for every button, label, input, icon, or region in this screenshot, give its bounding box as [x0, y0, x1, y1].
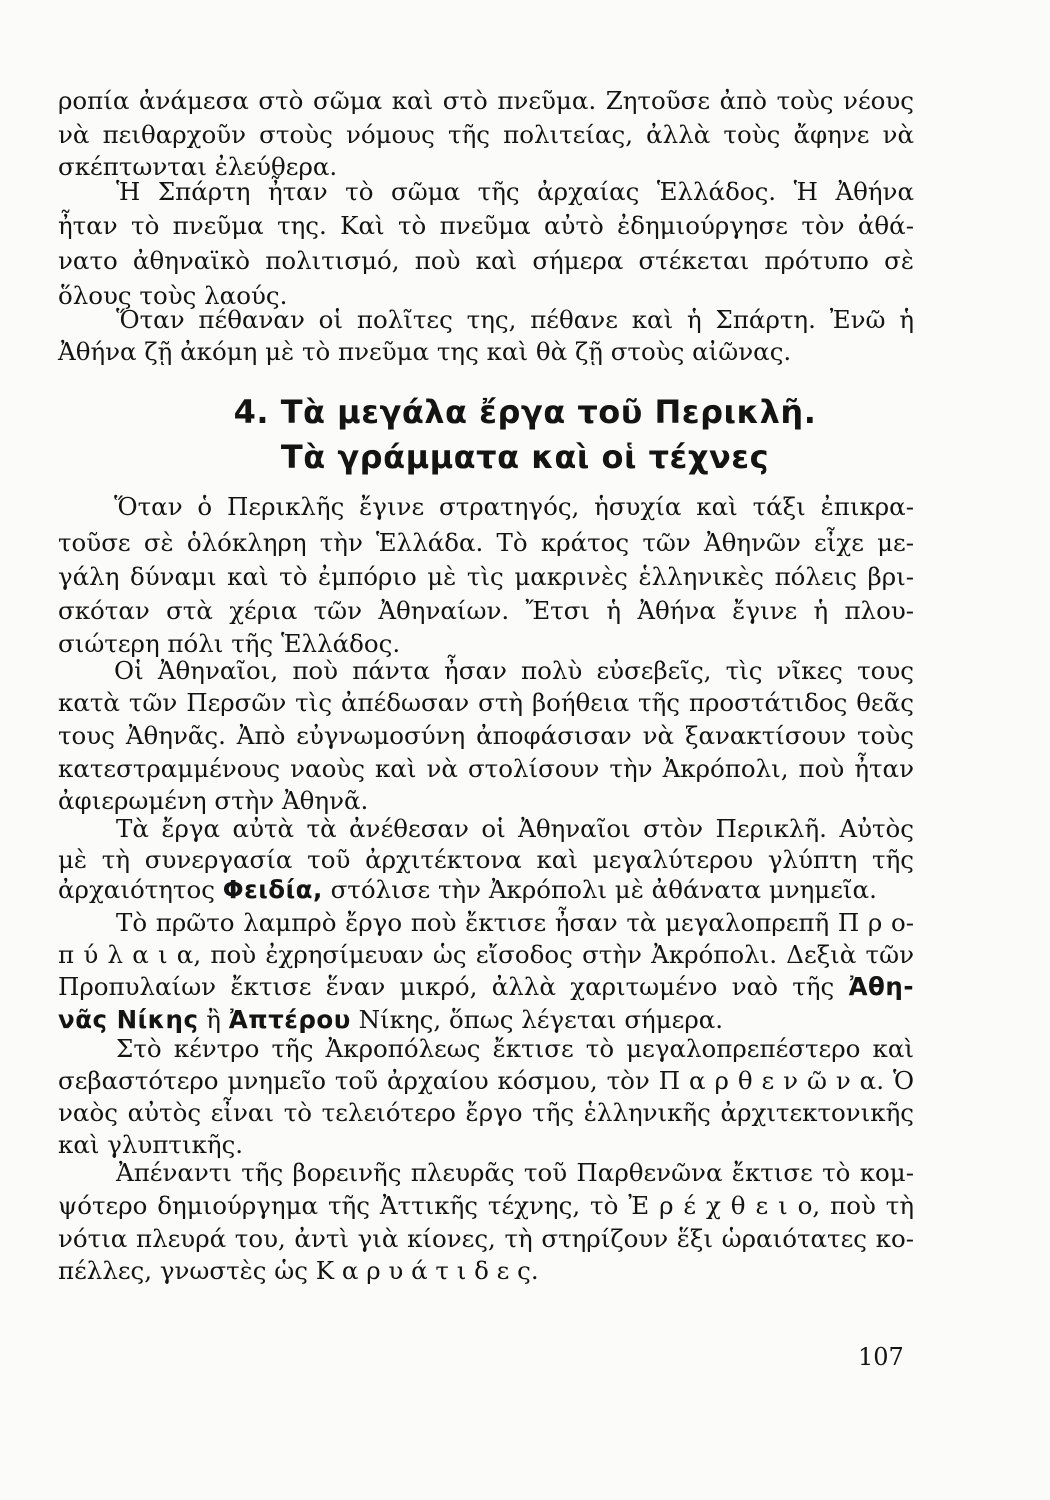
- text-line: Ὅταν πέθαναν οἱ πολῖτες της, πέθανε καὶ ἡ Σπάρτη. Ἐνῶ ἡ: [116, 305, 914, 334]
- text-line: σιώτερη πόλι τῆς Ἑλλάδος.: [58, 629, 401, 658]
- text-fragment: στόλισε τὴν Ἀκρόπολι μὲ ἀθάνατα μνημεῖα.: [330, 875, 877, 904]
- text-line: [58, 970, 914, 1004]
- text-line: σκέπτωνται ἐλεύθερα.: [58, 152, 338, 181]
- text-line: Στὸ κέντρο τῆς Ἀκροπόλεως ἔκτισε τὸ μεγαλοπρεπέστερο καὶ: [116, 1034, 914, 1063]
- text-line: νατο ἀθηναϊκὸ πολιτισμό, ποὺ καὶ σήμερα στέκεται πρότυπο σὲ: [58, 246, 914, 275]
- text-line: τοῦσε σὲ ὁλόκληρη τὴν Ἑλλάδα. Τὸ κράτος τῶν Ἀθηνῶν εἶχε με-: [58, 528, 914, 557]
- text-line: Τὸ πρῶτο λαμπρὸ ἔργο ποὺ ἔκτισε ἦσαν τὰ μεγαλοπρεπῆ Π ρ ο-: [116, 908, 914, 937]
- text-line: σκόταν στὰ χέρια τῶν Ἀθηναίων. Ἔτσι ἡ Ἀθήνα ἔγινε ἡ πλου-: [58, 596, 914, 625]
- text-line: τους Ἀθηνᾶς. Ἀπὸ εὐγνωμοσύνη ἀποφάσισαν νὰ ξανακτίσουν τοὺς: [58, 721, 914, 750]
- text-line: ναὸς αὐτὸς εἶναι τὸ τελειότερο ἔργο τῆς ἑλληνικῆς ἀρχιτεκτονικῆς: [58, 1098, 914, 1127]
- text-line: νότια πλευρά του, ἀντὶ γιὰ κίονες, τὴ στηρίζουν ἕξι ὡραιότατες κο-: [58, 1224, 914, 1253]
- text-line: ἦταν τὸ πνεῦμα της. Καὶ τὸ πνεῦμα αὐτὸ ἐδημιούργησε τὸν ἀθά-: [58, 211, 914, 240]
- text-line: Οἱ Ἀθηναῖοι, ποὺ πάντα ἦσαν πολὺ εὐσεβεῖς, τὶς νῖκες τους: [114, 656, 914, 685]
- text-line: μὲ τὴ συνεργασία τοῦ ἀρχιτέκτονα καὶ μεγαλύτερου γλύπτη τῆς: [58, 845, 914, 874]
- text-line: πέλλες, γνωστὲς ὡς Κ α ρ υ ά τ ι δ ε ς.: [58, 1256, 539, 1285]
- text-fragment: Νίκης, ὅπως λέγεται σήμερα.: [358, 1005, 724, 1034]
- text-line: ὅλους τοὺς λαούς.: [58, 281, 288, 310]
- text-line: [58, 873, 914, 907]
- text-line: γάλη δύναμι καὶ τὸ ἐμπόριο μὲ τὶς μακρινὲς ἑλληνικὲς πόλεις βρι-: [58, 562, 914, 591]
- text-line: Τὰ ἔργα αὐτὰ τὰ ἀνέθεσαν οἱ Ἀθηναῖοι στὸν Περικλῆ. Αὐτὸς: [116, 814, 914, 843]
- text-line: κατὰ τῶν Περσῶν τὶς ἀπέδωσαν στὴ βοήθεια τῆς προστάτιδος θεᾶς: [58, 688, 914, 717]
- text-line: ἀφιερωμένη στὴν Ἀθηνᾶ.: [58, 786, 369, 815]
- bold-name-athena-nike: νᾶς Νίκης: [58, 1005, 199, 1034]
- section-heading-line2: Τὰ γράμματα καὶ οἱ τέχνες: [280, 438, 770, 476]
- text-fragment: Προπυλαίων ἔκτισε ἕναν μικρό, ἀλλὰ χαριτωμένο ναὸ τῆς: [58, 972, 835, 1001]
- text-line: ψότερο δημιούργημα τῆς Ἀττικῆς τέχνης, τὸ Ἐ ρ έ χ θ ε ι ο, ποὺ τὴ: [58, 1191, 914, 1220]
- text-line: κατεστραμμένους ναοὺς καὶ νὰ στολίσουν τὴν Ἀκρόπολι, ποὺ ἦταν: [58, 754, 914, 783]
- section-heading-line1: 4. Τὰ μεγάλα ἔργα τοῦ Περικλῆ.: [233, 393, 817, 431]
- text-line: σεβαστότερο μνημεῖο τοῦ ἀρχαίου κόσμου, τὸν Π α ρ θ ε ν ῶ ν α. Ὁ: [58, 1066, 914, 1095]
- text-line: καὶ γλυπτικῆς.: [58, 1130, 244, 1159]
- bold-name-athena-nike: Ἀθη-: [848, 972, 914, 1001]
- text-line: Ἀθήνα ζῇ ἀκόμη μὲ τὸ πνεῦμα της καὶ θὰ ζῇ στοὺς αἰῶνας.: [58, 337, 792, 366]
- text-fragment: ἀρχαιότητος: [58, 875, 215, 904]
- text-line: Ἀπέναντι τῆς βορεινῆς πλευρᾶς τοῦ Παρθενῶνα ἔκτισε τὸ κομ-: [116, 1158, 914, 1187]
- text-fragment: ἢ: [206, 1005, 221, 1034]
- page-number: 107: [858, 1343, 904, 1371]
- bold-name-apteros: Ἀπτέρου: [228, 1005, 351, 1034]
- text-line: Ὅταν ὁ Περικλῆς ἔγινε στρατηγός, ἡσυχία καὶ τάξι ἐπικρα-: [114, 492, 914, 521]
- text-line: ροπία ἀνάμεσα στὸ σῶμα καὶ στὸ πνεῦμα. Ζητοῦσε ἀπὸ τοὺς νέους: [58, 86, 914, 115]
- text-line: π ύ λ α ι α, ποὺ ἐχρησίμευαν ὡς εἴσοδος στὴν Ἀκρόπολι. Δεξιὰ τῶν: [58, 940, 914, 969]
- bold-name-pheidias: Φειδία,: [222, 875, 323, 904]
- text-line: νὰ πειθαρχοῦν στοὺς νόμους τῆς πολιτείας, ἀλλὰ τοὺς ἄφηνε νὰ: [58, 120, 914, 149]
- text-line: Ἡ Σπάρτη ἦταν τὸ σῶμα τῆς ἀρχαίας Ἑλλάδος. Ἡ Ἀθήνα: [116, 177, 914, 206]
